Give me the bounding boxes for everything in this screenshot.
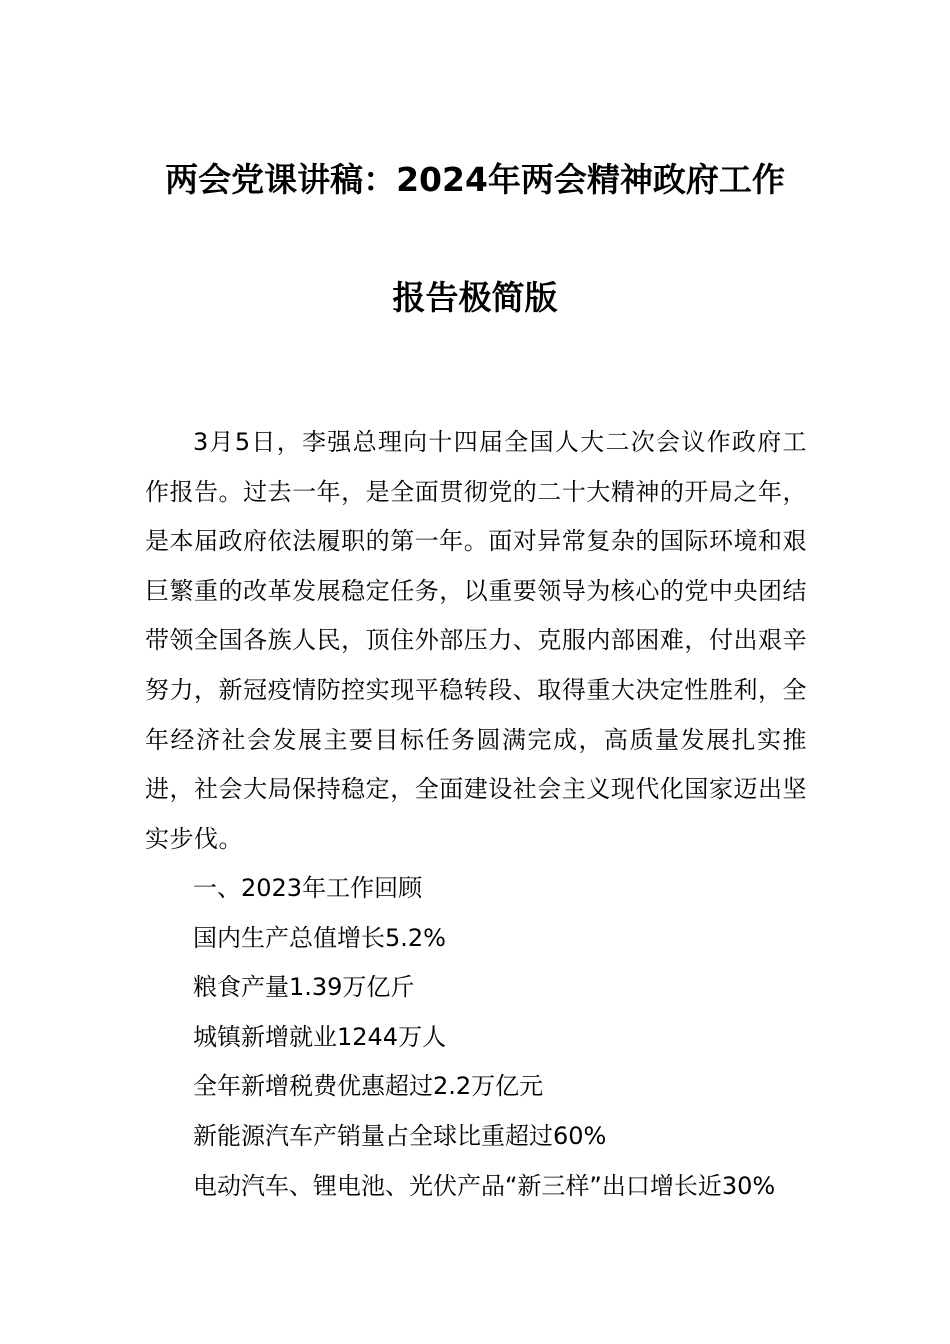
list-item: 粮食产量1.39万亿斤 bbox=[193, 973, 415, 1002]
list-item: 全年新增税费优惠超过2.2万亿元 bbox=[193, 1072, 544, 1101]
document-title-line-1: 两会党课讲稿：2024年两会精神政府工作 bbox=[165, 160, 785, 199]
list-item: 电动汽车、锂电池、光伏产品“新三样”出口增长近30% bbox=[193, 1171, 776, 1200]
intro-paragraph: 3月5日，李强总理向十四届全国人大二次会议作政府工作报告。过去一年，是全面贯彻党的二十大精神的开局之年，是本届政府依法履职的第一年。面对异常复杂的国际环境和艰巨繁重的改革发展稳定任务，以重要领导为核心的党中央团结带领全国各族人民，顶住外部压力、克服内部困难，付出艰辛努力，新冠疫情防控实现平稳转段、取得重大决定性胜利，全年经济社会发展主要目标任务圆满完成，高质量发展扎实推进，社会大局保持稳定，全面建设社会主义现代化国家迈出坚实步伐。 bbox=[145, 428, 807, 853]
work-review-section bbox=[145, 864, 807, 1211]
list-item: 新能源汽车产销量占全球比重超过60% bbox=[193, 1121, 607, 1150]
section-heading: 一、2023年工作回顾 bbox=[193, 874, 423, 902]
document-title-line-2: 报告极简版 bbox=[392, 278, 558, 317]
list-item: 城镇新增就业1244万人 bbox=[193, 1022, 447, 1051]
list-item: 国内生产总值增长5.2% bbox=[193, 923, 446, 952]
